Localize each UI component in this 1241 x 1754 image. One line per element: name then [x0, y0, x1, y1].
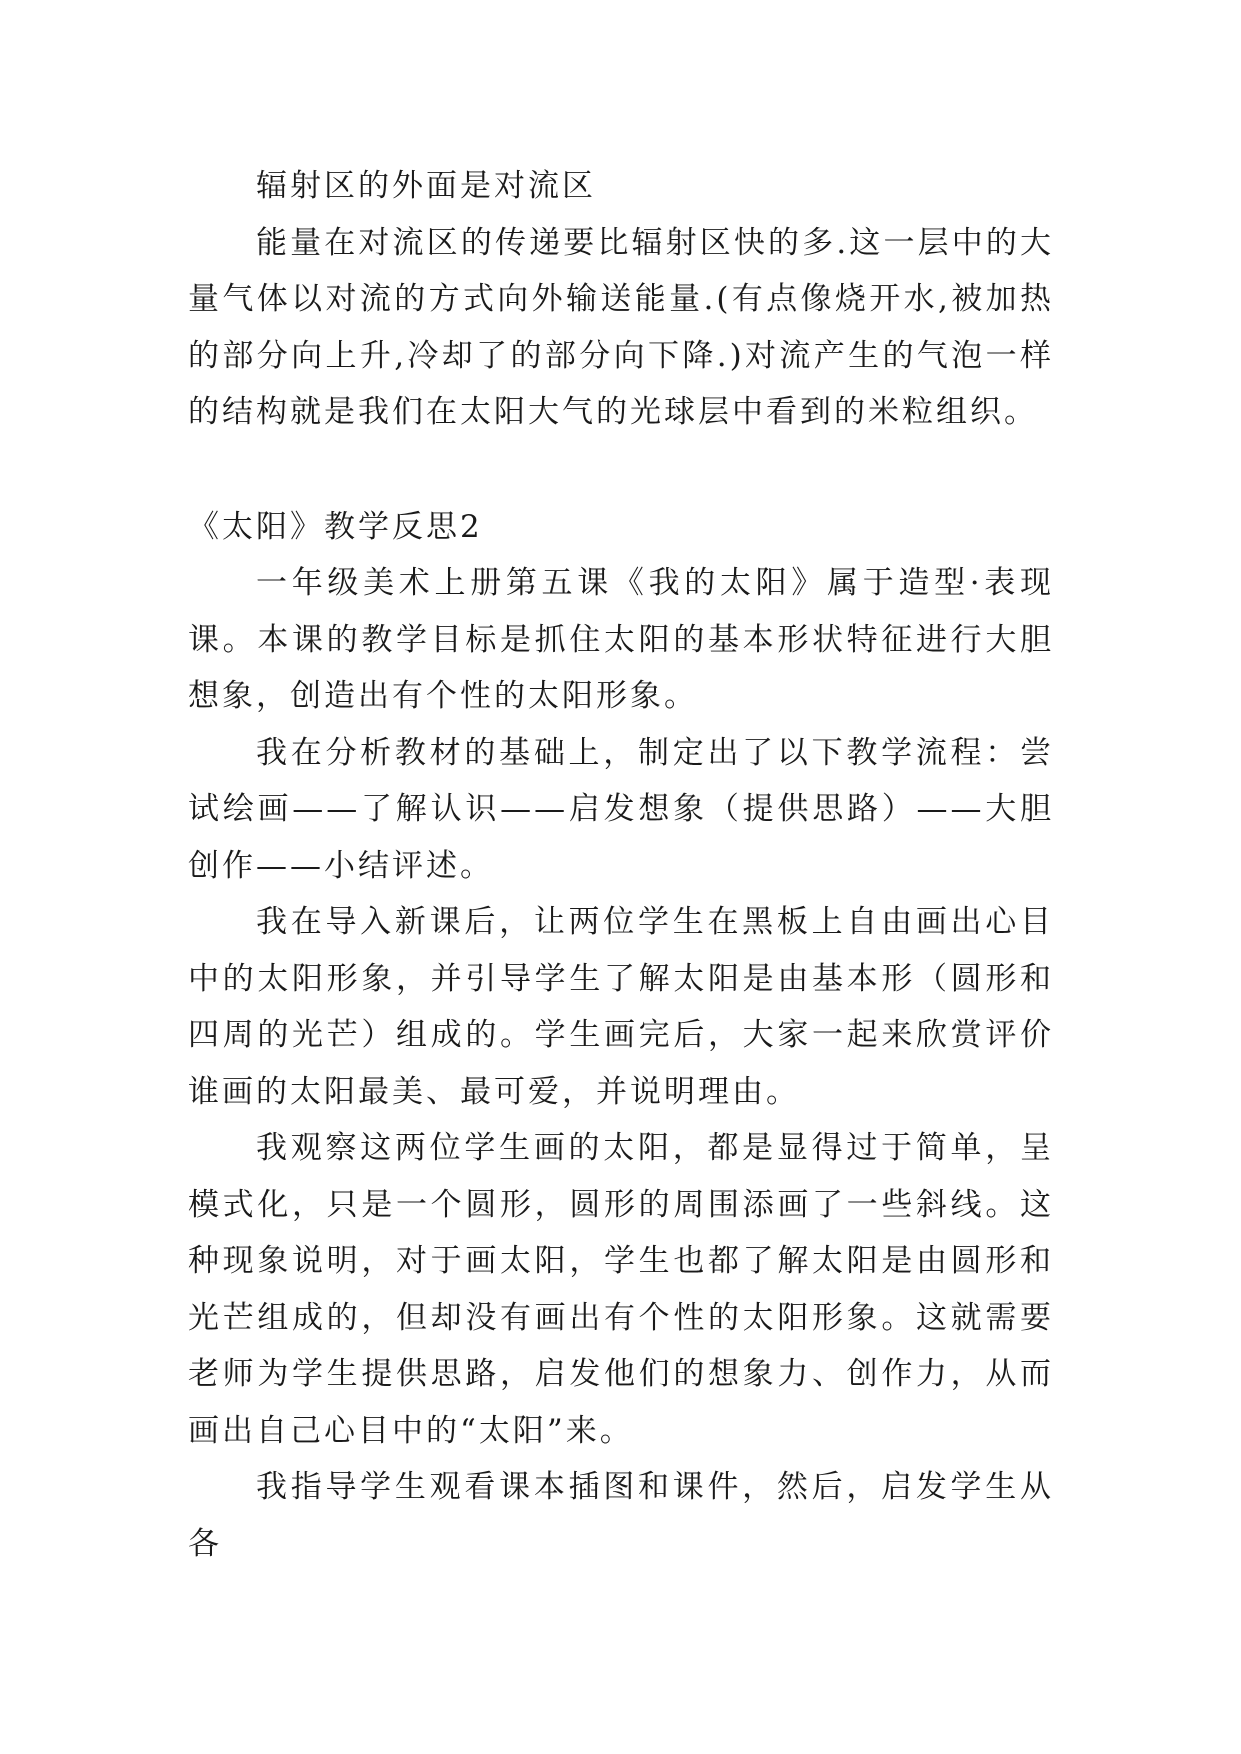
paragraph-convection-zone: 能量在对流区的传递要比辐射区快的多.这一层中的大量气体以对流的方式向外输送能量.(有点像烧开水,被加热的部分向上升,冷却了的部分向下降.)对流产生的气泡一样的结构就是我们在太阳大气的光球层中看到的米粒组织。 [188, 224, 1054, 430]
paragraph-teaching-flow: 我在分析教材的基础上，制定出了以下教学流程：尝试绘画——了解认识——启发想象（提供思路）——大胆创作——小结评述。 [188, 734, 1054, 884]
paragraph-lesson-intro: 一年级美术上册第五课《我的太阳》属于造型·表现课。本课的教学目标是抓住太阳的基本形状特征进行大胆想象，创造出有个性的太阳形象。 [188, 565, 1054, 714]
paragraph-guidance: 我指导学生观看课本插图和课件，然后，启发学生从各 [188, 1469, 1054, 1562]
document-body [188, 158, 1054, 1572]
paragraph-new-lesson: 我在导入新课后，让两位学生在黑板上自由画出心目中的太阳形象，并引导学生了解太阳是由基本形（圆形和四周的光芒）组成的。学生画完后，大家一起来欣赏评价谁画的太阳最美、最可爱，并说明理由。 [188, 904, 1054, 1110]
paragraph-observation: 我观察这两位学生画的太阳，都是显得过于简单，呈模式化，只是一个圆形，圆形的周围添画了一些斜线。这种现象说明，对于画太阳，学生也都了解太阳是由圆形和光芒组成的，但却没有画出有个性的太阳形象。这就需要老师为学生提供思路，启发他们的想象力、创作力，从而画出自己心目中的“太阳”来。 [188, 1130, 1054, 1449]
section-heading: 《太阳》教学反思2 [188, 508, 483, 545]
paragraph-radiation-zone: 辐射区的外面是对流区 [256, 168, 596, 204]
